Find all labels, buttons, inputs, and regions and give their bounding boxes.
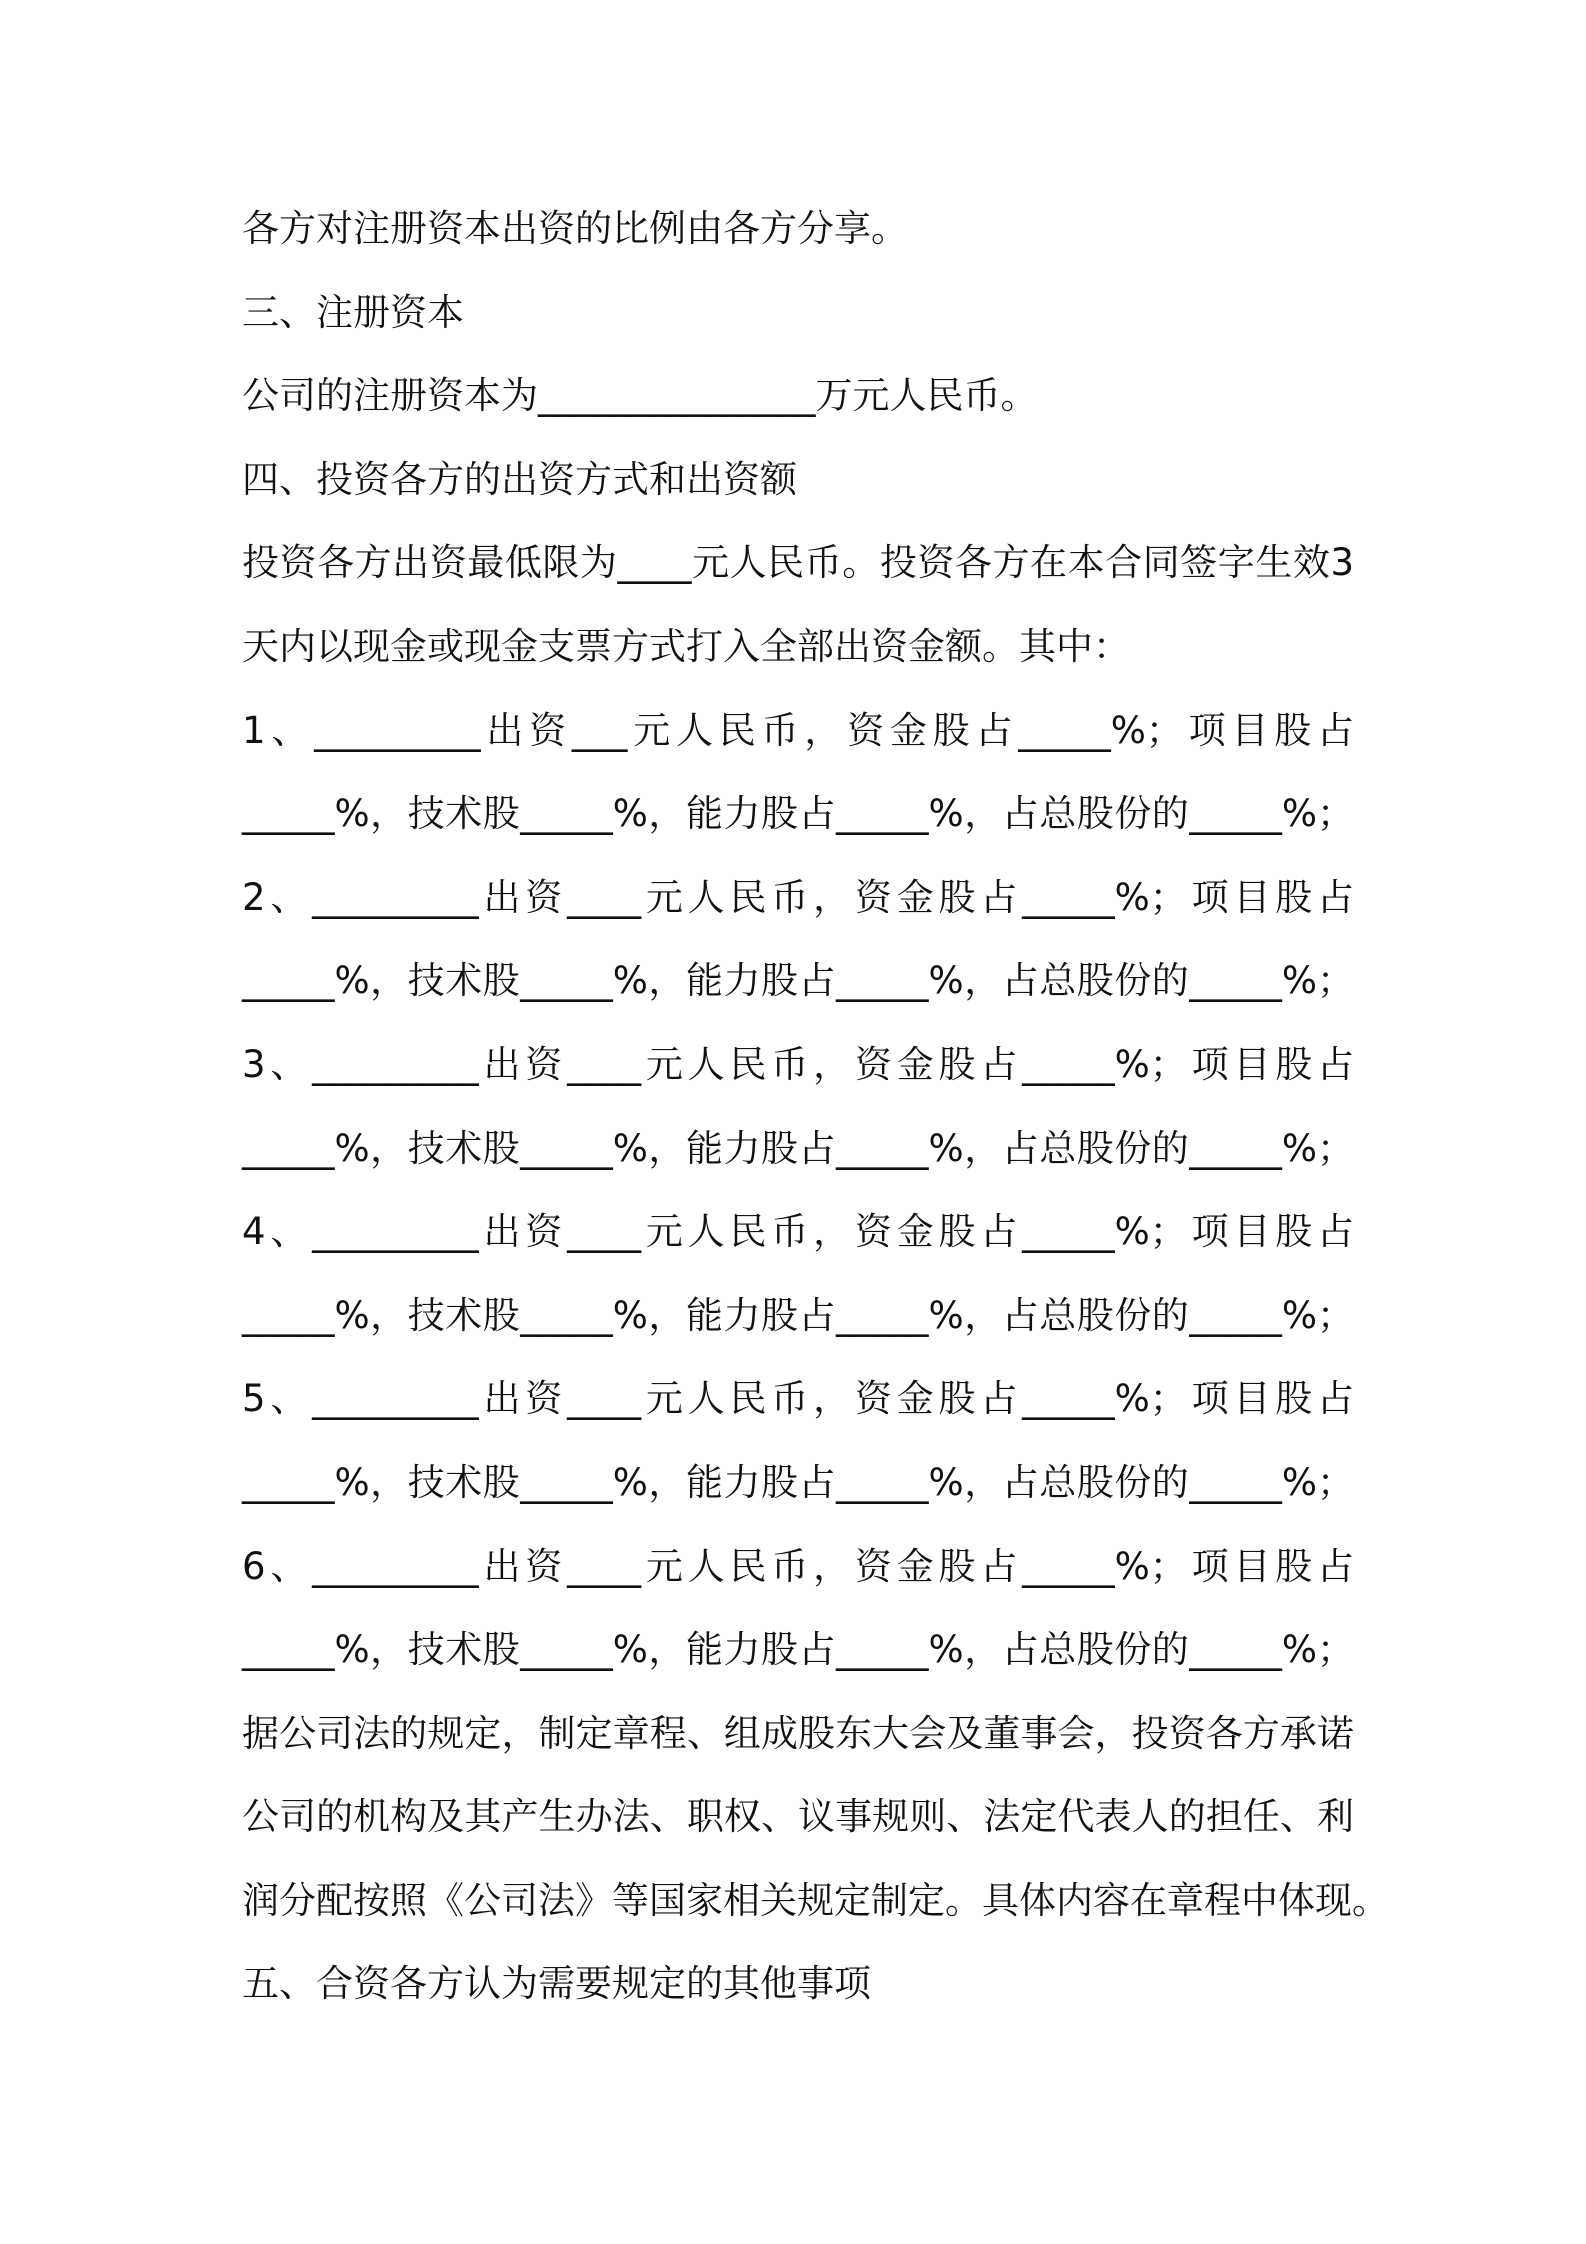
investor-5-line-2: _____%，技术股_____%，能力股占_____%，占总股份的_____%； [242,1460,1354,1504]
section-heading-other-matters: 五、合资各方认为需要规定的其他事项 [242,1962,871,2006]
paragraph-contribution-line-1: 投资各方出资最低限为____元人民币。投资各方在本合同签字生效3 [242,541,1354,585]
paragraph-articles-line-1: 据公司法的规定，制定章程、组成股东大会及董事会，投资各方承诺 [242,1711,1354,1755]
investor-2-line-2: _____%，技术股_____%，能力股占_____%，占总股份的_____%； [242,959,1354,1003]
investor-6-line-1: 6、_________出资____元人民币，资金股占_____%；项目股占 [242,1544,1354,1588]
investor-4-line-1: 4、_________出资____元人民币，资金股占_____%；项目股占 [242,1210,1354,1254]
investor-3-line-2: _____%，技术股_____%，能力股占_____%，占总股份的_____%； [242,1126,1354,1170]
investor-4-line-2: _____%，技术股_____%，能力股占_____%，占总股份的_____%； [242,1293,1354,1337]
section-heading-contribution: 四、投资各方的出资方式和出资额 [242,457,797,501]
investor-5-line-1: 5、_________出资____元人民币，资金股占_____%；项目股占 [242,1377,1354,1421]
investor-3-line-1: 3、_________出资____元人民币，资金股占_____%；项目股占 [242,1042,1354,1086]
paragraph-contribution-line-2: 天内以现金或现金支票方式打入全部出资金额。其中： [242,624,1130,668]
paragraph-articles-line-3: 润分配按照《公司法》等国家相关规定制定。具体内容在章程中体现。 [242,1878,1389,1922]
document-body [242,198,1389,2037]
paragraph-registered-capital: 公司的注册资本为_______________万元人民币。 [242,374,1038,418]
section-heading-registered-capital: 三、注册资本 [242,290,464,334]
paragraph-share-ratio: 各方对注册资本出资的比例由各方分享。 [242,207,908,250]
investor-1-line-1: 1、_________出资___元人民币，资金股占_____%；项目股占 [242,708,1354,752]
investor-2-line-1: 2、_________出资____元人民币，资金股占_____%；项目股占 [242,875,1354,919]
paragraph-articles-line-2: 公司的机构及其产生办法、职权、议事规则、法定代表人的担任、利 [242,1795,1354,1839]
investor-6-line-2: _____%，技术股_____%，能力股占_____%，占总股份的_____%； [242,1628,1354,1672]
investor-1-line-2: _____%，技术股_____%，能力股占_____%，占总股份的_____%； [242,792,1354,836]
